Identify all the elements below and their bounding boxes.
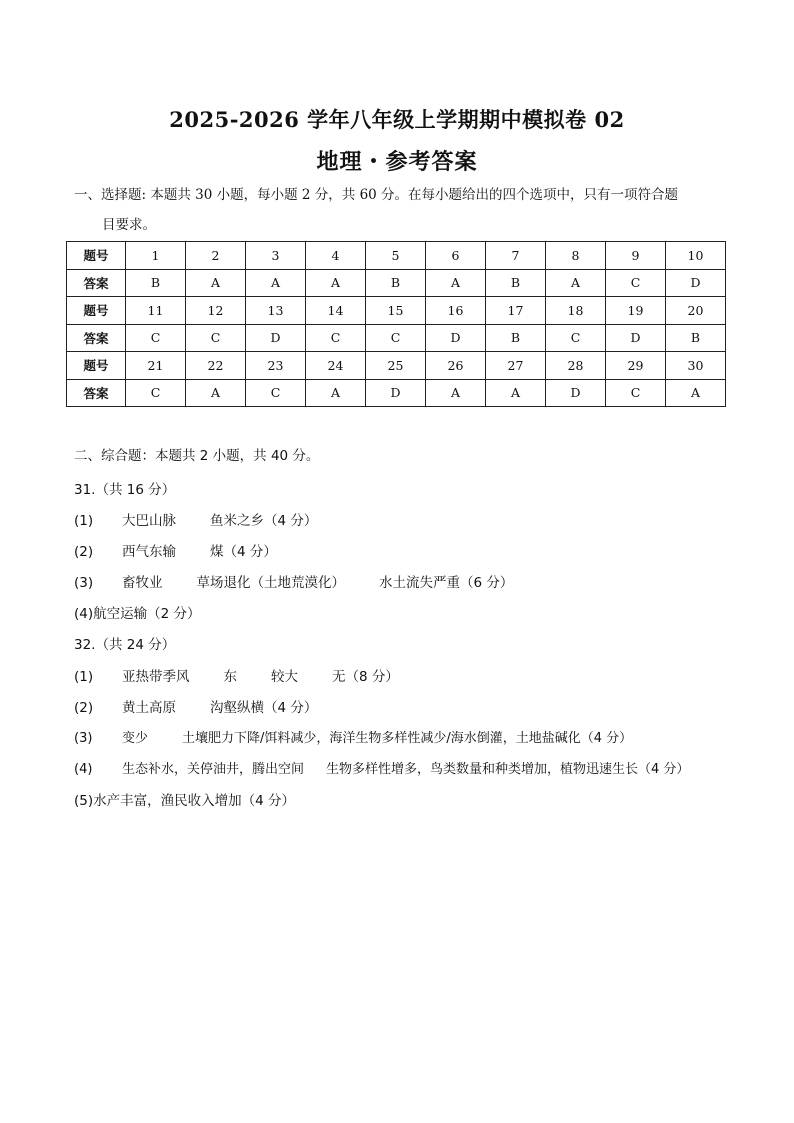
question-number-cell: 1 <box>126 242 186 270</box>
part-number: (3) <box>74 575 94 591</box>
question-number-cell: 28 <box>546 352 606 380</box>
answer-text: 大巴山脉 <box>122 513 176 529</box>
answer-cell: D <box>546 379 606 407</box>
section1-instruction <box>74 180 734 240</box>
q31-part1 <box>74 509 317 529</box>
q31-title: 31.（共 16 分） <box>74 482 176 498</box>
part-number: (4) <box>74 762 93 777</box>
answer-cell: C <box>606 269 666 297</box>
answer-text: 生态补水，关停油井，腾出空间 <box>122 762 305 777</box>
row-label-question: 题号 <box>67 297 126 325</box>
answer-text: 土壤肥力下降/饵料减少，海洋生物多样性减少/海水倒灌，土地盐碱化（4 分） <box>182 731 633 746</box>
answer-cell: C <box>126 324 186 352</box>
question-number-cell: 6 <box>426 242 486 270</box>
answer-cell: B <box>366 269 426 297</box>
answer-cell: A <box>186 379 246 407</box>
q32-part1 <box>74 665 399 685</box>
q31-part4: (4)航空运输（2 分） <box>74 606 201 622</box>
question-number-cell: 4 <box>306 242 366 270</box>
question-number-cell: 10 <box>666 242 726 270</box>
part-number: (1) <box>74 513 94 529</box>
part-number: (3) <box>74 731 93 746</box>
answer-cell: D <box>666 269 726 297</box>
answer-row <box>67 324 726 352</box>
question-number-cell: 2 <box>186 242 246 270</box>
answer-cell: C <box>546 324 606 352</box>
answer-cell: C <box>126 379 186 407</box>
answer-cell: B <box>486 324 546 352</box>
instruction-line-1: 一、选择题: 本题共 30 小题，每小题 2 分，共 60 分。在每小题给出的四个选项中，只有一项符合题 <box>74 187 679 203</box>
answer-text: 较大 <box>271 669 298 685</box>
row-label-question: 题号 <box>67 242 126 270</box>
question-number-cell: 25 <box>366 352 426 380</box>
row-label-answer: 答案 <box>67 379 126 407</box>
question-number-cell: 18 <box>546 297 606 325</box>
answer-text: 鱼米之乡（4 分） <box>210 513 318 529</box>
answer-text: 畜牧业 <box>122 575 163 591</box>
answer-cell: C <box>606 379 666 407</box>
question-number-cell: 13 <box>246 297 306 325</box>
answer-text: 黄土高原 <box>122 700 176 716</box>
answer-text: 变少 <box>122 731 149 746</box>
question-number-cell: 12 <box>186 297 246 325</box>
question-number-cell: 14 <box>306 297 366 325</box>
answer-cell: C <box>246 379 306 407</box>
answer-text: 水土流失严重（6 分） <box>379 575 514 591</box>
question-number-cell: 3 <box>246 242 306 270</box>
question-number-cell: 21 <box>126 352 186 380</box>
answer-cell: A <box>426 379 486 407</box>
answer-text: 草场退化（土地荒漠化） <box>196 575 345 591</box>
answer-table <box>66 241 726 407</box>
question-number-cell: 19 <box>606 297 666 325</box>
answer-cell: A <box>306 379 366 407</box>
q32-part3 <box>74 727 632 746</box>
answer-cell: A <box>666 379 726 407</box>
page-subtitle: 地理・参考答案 <box>316 149 478 175</box>
answer-text: 无（8 分） <box>332 669 399 685</box>
question-number-cell: 9 <box>606 242 666 270</box>
row-label-answer: 答案 <box>67 324 126 352</box>
answer-cell: A <box>246 269 306 297</box>
answer-cell: B <box>126 269 186 297</box>
answer-cell: A <box>486 379 546 407</box>
answer-cell: D <box>426 324 486 352</box>
row-label-question: 题号 <box>67 352 126 380</box>
question-number-cell: 7 <box>486 242 546 270</box>
answer-cell: A <box>426 269 486 297</box>
question-number-cell: 11 <box>126 297 186 325</box>
question-number-cell: 16 <box>426 297 486 325</box>
q32-part5: (5)水产丰富，渔民收入增加（4 分） <box>74 793 296 809</box>
question-number-cell: 8 <box>546 242 606 270</box>
answer-cell: C <box>186 324 246 352</box>
question-number-row <box>67 242 726 270</box>
question-number-cell: 26 <box>426 352 486 380</box>
question-number-cell: 20 <box>666 297 726 325</box>
part-number: (2) <box>74 544 94 560</box>
row-label-answer: 答案 <box>67 269 126 297</box>
part-number: (2) <box>74 700 94 716</box>
answer-text: 煤（4 分） <box>210 544 277 560</box>
question-number-cell: 17 <box>486 297 546 325</box>
question-number-cell: 29 <box>606 352 666 380</box>
question-number-row <box>67 352 726 380</box>
page-title: 2025-2026 学年八年级上学期期中模拟卷 02 <box>169 107 625 132</box>
question-number-cell: 22 <box>186 352 246 380</box>
answer-text: 亚热带季风 <box>122 669 190 685</box>
answer-cell: A <box>306 269 366 297</box>
question-number-cell: 5 <box>366 242 426 270</box>
answer-row <box>67 379 726 407</box>
answer-text: 西气东输 <box>122 544 176 560</box>
question-number-row <box>67 297 726 325</box>
part-number: (1) <box>74 669 94 685</box>
answer-cell: A <box>546 269 606 297</box>
answer-row <box>67 269 726 297</box>
answer-text: 生物多样性增多，鸟类数量和种类增加，植物迅速生长（4 分） <box>326 762 690 777</box>
instruction-line-2: 目要求。 <box>102 217 156 233</box>
q32-part4 <box>74 758 689 777</box>
answer-cell: D <box>366 379 426 407</box>
question-number-cell: 15 <box>366 297 426 325</box>
question-number-cell: 24 <box>306 352 366 380</box>
question-number-cell: 23 <box>246 352 306 380</box>
answer-cell: B <box>666 324 726 352</box>
answer-cell: B <box>486 269 546 297</box>
answer-cell: D <box>246 324 306 352</box>
q32-part2 <box>74 696 317 716</box>
answer-cell: C <box>306 324 366 352</box>
question-number-cell: 30 <box>666 352 726 380</box>
question-number-cell: 27 <box>486 352 546 380</box>
q31-part3 <box>74 571 513 591</box>
q31-part2 <box>74 540 277 560</box>
answer-cell: D <box>606 324 666 352</box>
answer-text: 沟壑纵横（4 分） <box>210 700 318 716</box>
answer-text: 东 <box>223 669 237 685</box>
answer-cell: C <box>366 324 426 352</box>
section2-heading: 二、综合题：本题共 2 小题，共 40 分。 <box>74 448 320 464</box>
q32-title: 32.（共 24 分） <box>74 637 176 653</box>
answer-cell: A <box>186 269 246 297</box>
